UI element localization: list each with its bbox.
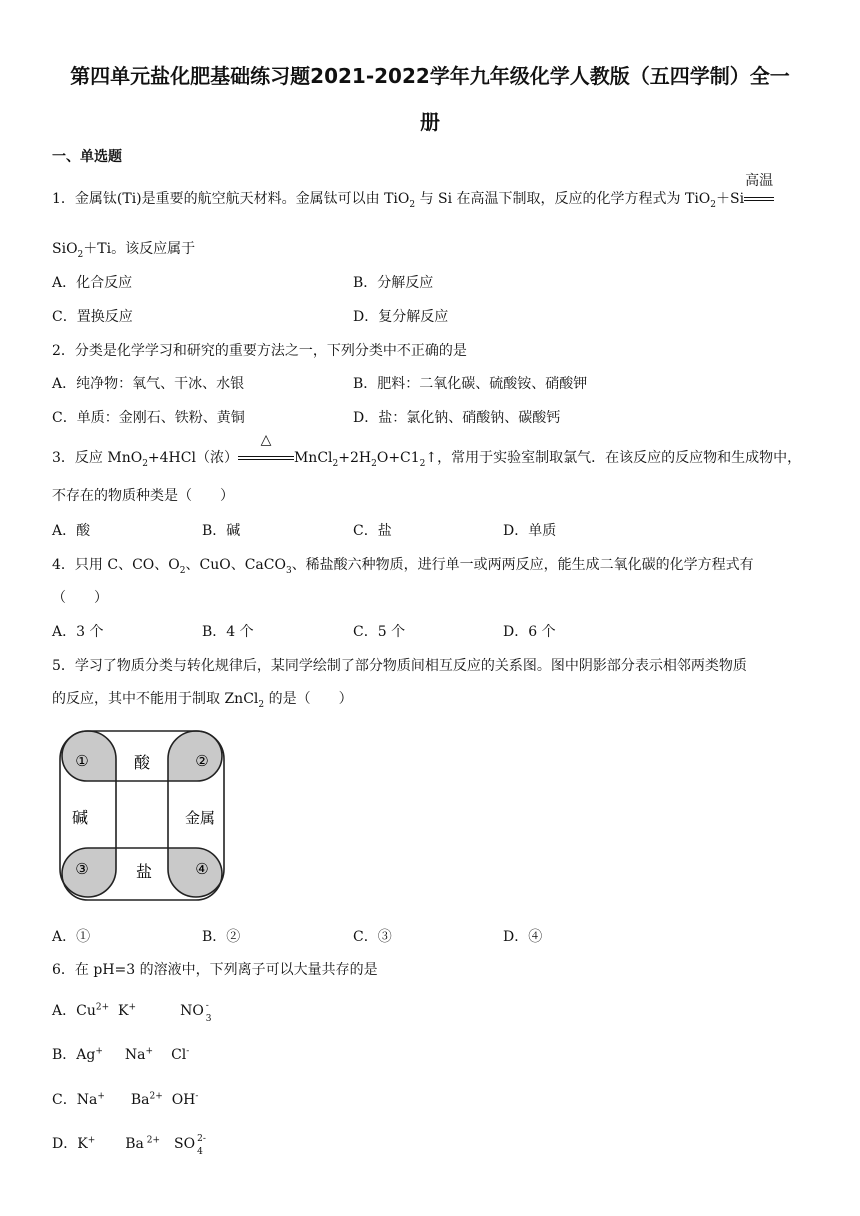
q3-stem-line1: 3．反应 MnO$_2$+4HCl（浓） △ $MnCl_2+2H_2O+C1_2↑$，常用于实验室制取氯气．在该反应的反应物和生成物中， — [52, 432, 802, 469]
q4-option-c[interactable]: C．5 个 — [353, 624, 406, 640]
q6-option-b[interactable]: B．Ag+ Na+ Cl- — [52, 1046, 190, 1063]
q2-option-b[interactable]: B．肥料：二氧化碳、硫酸铵、硝酸钾 — [353, 376, 588, 392]
q2-option-d[interactable]: D．盐：氯化钠、硝酸钠、碳酸钙 — [353, 410, 561, 426]
q6-option-a[interactable]: A．$Cu^{2+}$ K+ NO - 3 — [52, 1001, 212, 1024]
metal-label: 金属 — [184, 809, 216, 827]
marker-4: ④ — [195, 860, 209, 878]
q4-option-d[interactable]: D．6 个 — [503, 624, 556, 640]
q3-stem-line2: 不存在的物质种类是（ ） — [52, 488, 234, 504]
q1-option-a[interactable]: A．化合反应 — [52, 275, 133, 291]
q4-option-b[interactable]: B．4 个 — [202, 624, 254, 640]
acid-label: 酸 — [133, 753, 151, 772]
q4-option-a[interactable]: A．3 个 — [52, 624, 104, 640]
q2-option-c[interactable]: C．单质：金刚石、铁粉、黄铜 — [52, 410, 245, 426]
q4-stem-line2: （ ） — [52, 590, 108, 606]
section-heading: 一、单选题 — [52, 149, 122, 165]
q5-option-c[interactable]: C．③ — [353, 929, 392, 945]
q1-option-d[interactable]: D．复分解反应 — [353, 309, 449, 325]
q2-stem: 2．分类是化学学习和研究的重要方法之一，下列分类中不正确的是 — [52, 343, 467, 359]
q5-stem-line1: 5．学习了物质分类与转化规律后，某同学绘制了部分物质间相互反应的关系图。图中阴影部分表示相邻两类物质 — [52, 658, 747, 674]
q6-stem: 6．在 pH=3 的溶液中，下列离子可以大量共存的是 — [52, 962, 378, 978]
q1-option-c[interactable]: C．置换反应 — [52, 309, 133, 325]
q3-option-b[interactable]: B．碱 — [202, 523, 241, 539]
page-title-line1: 第四单元盐化肥基础练习题2021-2022学年九年级化学人教版（五四学制）全一 — [70, 64, 790, 88]
marker-1: ① — [75, 752, 89, 770]
q3-option-c[interactable]: C．盐 — [353, 523, 392, 539]
q1-option-b[interactable]: B．分解反应 — [353, 275, 434, 291]
q6-option-c[interactable]: C．Na+ $Ba^{2+}$ OH- — [52, 1091, 199, 1108]
marker-3: ③ — [75, 860, 89, 878]
q5-option-b[interactable]: B．② — [202, 929, 241, 945]
q5-option-a[interactable]: A．① — [52, 929, 91, 945]
base-label: 碱 — [71, 808, 89, 827]
q4-stem-line1: 4．只用 C、CO、$O_2$、CuO、CaCO$_3$、稀盐酸六种物质，进行单一或两两反应，能生成二氧化碳的化学方程式有 — [52, 557, 754, 576]
q6-option-d[interactable]: D．K+ Ba $^{2+}$ SO 2- 4 — [52, 1134, 206, 1157]
marker-2: ② — [195, 752, 209, 770]
q1-stem-line1: 1．金属钛(Ti)是重要的航空航天材料。金属钛可以由 TiO$_2$ 与 Si 在高温下制取，反应的化学方程式为 TiO$_2$＋Si 高温 — [52, 173, 774, 210]
substance-relation-diagram — [52, 728, 232, 904]
page-title-line2: 册 — [420, 110, 440, 134]
q5-option-d[interactable]: D．④ — [503, 929, 543, 945]
q2-option-a[interactable]: A．纯净物：氧气、干冰、水银 — [52, 376, 245, 392]
q5-stem-line2: 的反应，其中不能用于制取 ZnCl$_2$ 的是（ ） — [52, 691, 353, 710]
q3-heating-condition: △ — [238, 450, 294, 466]
salt-label: 盐 — [135, 862, 153, 881]
q3-option-a[interactable]: A．酸 — [52, 523, 91, 539]
q1-stem-line2: SiO$_2$＋Ti。该反应属于 — [52, 241, 196, 260]
q1-reaction-condition: 高温 — [744, 191, 774, 207]
q3-option-d[interactable]: D．单质 — [503, 523, 557, 539]
